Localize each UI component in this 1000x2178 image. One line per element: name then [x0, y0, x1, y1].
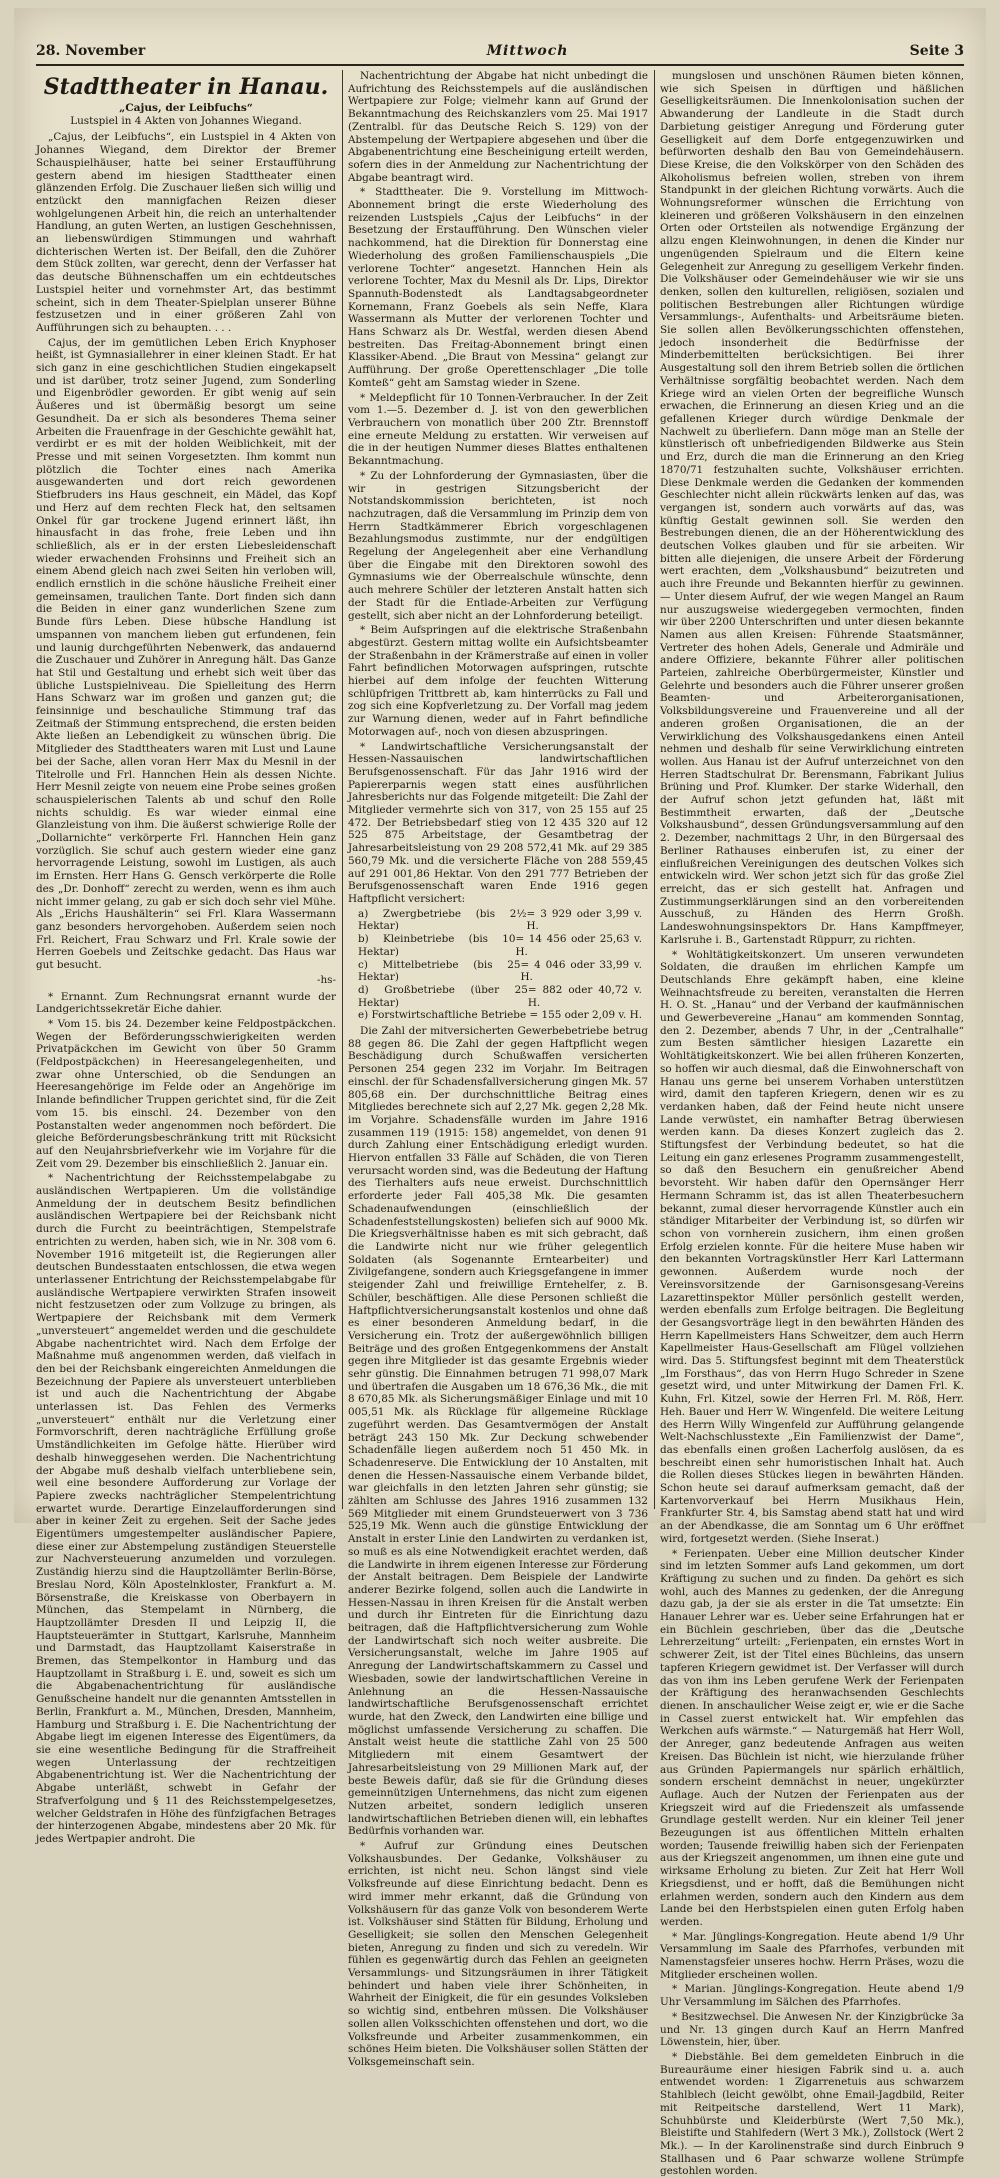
column-3	[660, 70, 964, 2178]
news-item: * Ferienpaten. Ueber eine Million deutscher Kinder sind im letzten Sommer aufs Land gekommen, um dort Kräftigung zu suchen und zu finden. Da gehört es sich wohl, auch des Mannes zu gedenken, der die Anregung dazu gab, ja der sie als erster in die Tat umsetzte: Ein Hanauer Lehrer war es. Ueber seine Erfahrungen hat er ein Büchlein geschrieben, über das die „Deutsche Lehrerzeitung“ urteilt: „Ferienpaten, ein ernstes Wort in schwerer Zeit, ist der Titel eines Büchleins, das unsern tapferen Kriegern gewidmet ist. Der Verfasser will durch das von ihm ins Leben gerufene Werk der Ferienpaten der Kräftigung des heranwachsenden Geschlechts dienen. In anschaulicher Weise zeigt er, wie er die Sache in Cassel zuerst entwickelt hat. Wir empfehlen das Werkchen aufs wärmste.“ — Naturgemäß hat Herr Woll, der Anreger, ganz bedeutende Anfragen aus weiten Kreisen. Das Büchlein ist nicht, wie hierzulande früher aus Gründen Papiermangels nur spärlich erhältlich, sondern erscheint demnächst in neuer, ungekürzter Auflage. Auch der Nutzen der Ferienpaten aus der Kriegszeit wird auf die Friedenszeit als umfassende Grundlage gestellt werden. Nur ein kleiner Teil jener Bezeugungen ist aus öffentlichen Mitteln erhalten worden; Tausende freiwillig haben sich der Ferienpaten aus der Kriegszeit angenommen, um ihnen eine gute und wirksame Erholung zu bieten. Zur Zeit hat Herr Woll Kriegsdienst, und er hofft, daß die Bemühungen nicht erlahmen werden, sondern auch den Kindern aus dem Lande bei den Herbstspielen einen guten Erfolg haben werden.	[660, 1547, 964, 1928]
column-rule	[342, 70, 343, 1509]
news-item: * Diebstähle. Bei dem gemeldeten Einbruch in die Bureauräume einer hiesigen Fabrik sind u. a. auch entwendet worden: 1 Zigarrenetuis aus schwarzem Stahlblech (leicht gewölbt, ohne Email-Jagdbild, Reiter mit Reitpeitsche darstellend, Wert 11 Mark), Schuhbürste und Kleiderbürste (Wert 7,50 Mk.), Bleistifte und Stahlfedern (Wert 3 Mk.), Zollstock (Wert 2 Mk.). — In der Karolinenstraße sind durch Einbruch 9 Stallhasen und 6 Paar schwarze wollene Strümpfe gestohlen worden.	[660, 2050, 964, 2178]
article-subtitle: „Cajus, der Leibfuchs“	[119, 102, 253, 114]
article-byline: Lustspiel in 4 Akten von Johannes Wiegand.	[70, 114, 302, 127]
news-item: Die Zahl der mitversicherten Gewerbebetriebe betrug 88 gegen 86. Die Zahl der gegen Haftpflicht wegen Beschädigung durch Schußwaffen versicherten Personen 254 gegen 232 im Vorjahr. Im Beitragen einschl. der für Schadensfallversicherung gingen Mk. 57 805,68 ein. Der durchschnittliche Beitrag eines Mitgliedes berechnete sich auf 2,27 Mk. gegen 2,28 Mk. im Vorjahre. Schadensfälle wurden im Jahre 1916 zusammen 119 (1915: 158) angemeldet, von denen 91 durch Zahlung einer Entschädigung erledigt wurden. Hiervon entfallen 33 Fälle auf Schäden, die von Tieren verursacht worden sind, was die Bedeutung der Haftung des Tierhalters aufs neue erweist. Durchschnittlich erforderte jeder Fall 405,38 Mk. Die gesamten Schadenaufwendungen (einschließlich der Schadenfeststellungskosten) beliefen sich auf 9000 Mk. Die Kriegsverhältnisse haben es mit sich gebracht, daß die Landwirte nicht nur wie früher gelegentlich Soldaten (als Sogenannte Erntearbeiter) und Zivilgefangene, sondern auch Kriegsgefangene in immer steigender Zahl und freiwillige Erntehelfer, z. B. Schüler, beschäftigen. Alle diese Personen schließt die Haftpflichtversicherungsanstalt kostenlos und ohne daß es einer besonderen Anmeldung bedarf, in die Versicherung ein. Trotz der außergewöhnlich billigen Beiträge und des großen Entgegenkommens der Anstalt gegen ihre Mitglieder ist das gesamte Ergebnis wieder sehr günstig. Die Einnahmen betrugen 71 998,07 Mark und übertrafen die Ausgaben um 18 676,36 Mk., die mit 8 670,85 Mk. als Sicherungsmäßiger Einlage und mit 10 005,51 Mk. als Rücklage für allgemeine Rücklage zugeführt werden. Das Gesamtvermögen der Anstalt beträgt 243 150 Mk. Zur Deckung schwebender Schadenfälle liegen außerdem noch 51 450 Mk. in Schadenreserve. Die Entwicklung der 10 Anstalten, mit denen die Hessen-Nassauische einem Verbande bildet, war gleichfalls in den letzten Jahren sehr günstig; sie zählten am Schlusse des Jahres 1916 zusammen 132 569 Mitglieder mit einem Grundsteuerwert von 3 736 525,19 Mk. Wenn auch die günstige Entwicklung der Anstalt in erster Linie den Landwirten zu verdanken ist, so muß es als eine Notwendigkeit erachtet werden, daß die Landwirte in ihrem eigenen Interesse zur Förderung der Anstalt beitragen. Dem Beispiele der Landwirte anderer Bezirke folgend, sollen auch die Landwirte in Hessen-Nassau in ihren Kreisen für die Anstalt werben und durch ihr Eintreten für die Einrichtung dazu beitragen, daß die Haftpflichtversicherung zum Wohle der Landwirtschaft sich noch weiter ausbreite. Die Versicherungsanstalt, welche im Jahre 1905 auf Anregung der Landwirtschaftskammern zu Cassel und Wiesbaden, sowie der landwirtschaftlichen Vereine in Anlehnung an die Hessen-Nassauische landwirtschaftliche Berufsgenossenschaft errichtet wurde, hat den Zweck, den Landwirten eine billige und möglichst umfassende Versicherung zu schaffen. Die Anstalt weist heute die stattliche Zahl von 25 500 Mitgliedern mit einem Gesamtwert der Jahresarbeitsleistung von 29 Millionen Mark auf, der beste Beweis dafür, daß sie für die Gründung dieses gemeinnützigen Unternehmens, das nicht zum eigenen Nutzen arbeitet, sondern lediglich unseren landwirtschaftlichen Betrieben dienen will, ein lebhaftes Bedürfnis vorhanden war.	[348, 1025, 649, 1838]
article-paragraph: Cajus, der im gemütlichen Leben Erich Knyphoser heißt, ist Gymnasiallehrer in einer kleinen Stadt. Er hat sich ganz in eine geschichtlichen Studien eingekapselt und ist darüber, trotz seiner Jugend, zum Sonderling und Eigenbrödler geworden. Er gibt wenig auf sein Äußeres und ist übermäßig besorgt um seine Gesundheit. Da er sich als besonderes Thema seiner Arbeiten die Frauenfrage in der Geschichte gewählt hat, verdirbt er es mit der holden Weiblichkeit, mit der Presse und mit seinen Vorgesetzten. Ihm kommt nun plötzlich die Tochter eines nach Amerika ausgewanderten und dort reich gewordenen Stiefbruders ins Haus geschneit, ein Mädel, das Kopf und Herz auf dem rechten Fleck hat, den seltsamen Onkel für gar trockene Jugend erinnert läßt, ihn hinausfacht in das frohe, freie Leben und ihn schließlich, als er in der ersten Liebesleidenschaft wieder erwachenden Frohsinns und Freiheit sich an einem Abend gleich nach zwei Seiten hin verloben will, endlich ernstlich in die schöne häusliche Freiheit einer gemeinsamen, traulichen Tante. Dort finden sich dann die Beiden in einer ganz wunderlichen Szene zum Bunde fürs Leben. Diese hübsche Handlung ist umspannen von manchem lieben gut erfundenen, fein und launig durchgeführten Nebenwerk, das andauernd die Zuschauer und Zuhörer in Anregung hält. Das Ganze hat Stil und Gestaltung und erhebt sich weit über das übliche Lustspielniveau. Die Spielleitung des Herrn Hans Schwarz war im großen und ganzen gut; die feinsinnige und beschauliche Stimmung traf das Zeitmaß der Stimmung entsprechend, die ersten beiden Akte ließen an Lebendigkeit zu wünschen übrig. Die Mitglieder des Stadttheaters waren mit Lust und Laune bei der Sache, allen voran Herr Max du Mesnil in der Titelrolle und Frl. Hannchen Hein als dessen Nichte. Herr Mesnil zeigte von neuem eine Probe seines großen schauspielerischen Talents ab und schuf den Rolle nichts schuldig. Es war wieder einmal eine Glanzleistung von ihm. Die äußerst schwierige Rolle der „Dollarnichte“ verkörperte Frl. Hannchen Hein ganz vorzüglich. Sie schuf auch gestern wieder eine ganz hervorragende Leistung, sowohl im Lustigen, als auch im Ernsten. Herr Hans G. Gensch verkörperte die Rolle des „Dr. Donhoff“ zerecht zu werden, wenn es ihm auch nicht immer gelang, zu gab er sich doch sehr viel Mühe. Als „Erichs Haushälterin“ sei Frl. Klara Wassermann ganz besonders hervorgehoben. Außerdem seien noch Frl. Reichert, Frau Schwarz und Frl. Krale sowie der Herren Goebels und Zeitschke gedacht. Das Haus war gut besucht.	[36, 336, 336, 972]
table-value: = 14 456 oder 25,63 v. H.	[515, 933, 642, 958]
news-item: * Aufruf zur Gründung eines Deutschen Volkshausbundes. Der Gedanke, Volkshäuser zu errichten, ist nicht neu. Schon längst sind viele Volksfreunde auf diese Einrichtung bedacht. Denn es wird immer mehr erkannt, daß die Gründung von Volkshäusern für das ganze Volk von besonderem Werte ist. Volkshäuser sind Stätten für Bildung, Erholung und Geselligkeit; sie sollen den Menschen Gelegenheit bieten, Anregung zu finden und sich zu veredeln. Wir fühlen es gegenwärtig durch das Fehlen an geeigneten Versammlungs- und Sitzungsräumen in ihrer Tätigkeit behindert und haben viele ihrer Schönheiten, in Wahrheit der Einigkeit, die für ein gesundes Volksleben so wichtig sind, entbehren müssen. Die Volkshäuser sollen allen Volksschichten offenstehen und dort, wo die Volksfreunde und Arbeiter zusammenkommen, ein schönes Heim bieten. Die Volkshäuser sollen Stätten der Volksgemeinschaft sein.	[348, 1840, 648, 2068]
news-item: * Wohltätigkeitskonzert. Um unseren verwundeten Soldaten, die draußen im ehrlichen Kampfe um Deutschlands Ehre gekämpft haben, eine kleine Weihnachtsfreude zu bereiten, veranstalten die Herren H. O. St. „Hanau“ und der Verband der kaufmännischen und Gewerbevereine „Hanau“ am kommenden Sonntag, den 2. Dezember, abends 7 Uhr, in der „Centralhalle“ zum Besten sämtlicher hiesigen Lazarette ein Wohltätigkeitskonzert. Wie bei allen früheren Konzerten, so hoffen wir auch diesmal, daß die Einwohnerschaft von Hanau uns gerne bei unserem Vorhaben unterstützen wird, damit den tapferen Kriegern, denen wir es zu verdanken haben, daß der Feind heute nicht unsere Lande verwüstet, ein namhafter Betrag überwiesen werden kann. Da dieses Konzert zugleich das 2. Stiftungsfest der Verbindung bedeutet, so hat die Leitung ein ganz erlesenes Programm zusammengestellt, so daß den Besuchern ein genußreicher Abend bevorsteht. Wir haben dafür den Opernsänger Herr Hermann Schramm ist, das ist allen Theaterbesuchern bekannt, zumal dieser hervorragende Künstler auch ein ständiger Mitarbeiter der Verbindung ist, so dürfen wir schon von vornherein zusichern, ihm einen großen Erfolg erzielen konnte. Für die heitere Muse haben wir den bekannten Vortragskünstler Herr Karl Lattermann gewonnen. Außerdem wurde noch der Vereinsvorsitzende der Garnisonsgesang-Vereins Lazarettinspektor Müller persönlich gestellt werden, werden ebenfalls zum Erfolge beitragen. Die Begleitung der Gesangsvorträge liegt in den bewährten Händen des Herrn Kapellmeisters Hans Schweitzer, dem auch Herrn Kapellmeister Haus-Gesellschaft am Flügel vollziehen wird. Das 5. Stiftungsfest beginnt mit dem Theaterstück „Im Forsthaus“, das von Herrn Hugo Schreder in Szene gesetzt wird, und unter Mitwirkung der Damen Frl. K. Kuhn, Frl. Kitzel, sowie der Herren Frl. M. Röß, Herr. Heh. Bauer und Herr W. Wingenfeld. Die weitere Leitung des Herrn Willy Wingenfeld zur Aufführung gelangende Welt-Nachschlusstexte „Ein Familienzwist der Dame“, das ebenfalls einen großen Lacherfolg auslösen, da es beschreibt einen sehr humoristischen Inhalt hat. Auch die Rollen dieses Stückes liegen in bewährten Händen. Schon heute sei darauf aufmerksam gemacht, daß der Kartenvorverkauf bei Herrn Musikhaus Hein, Frankfurter Str. 4, bis Samstag abend statt hat und wird an der Abendkasse, die am Sonntag um 6 Uhr eröffnet wird, fortgesetzt werden. (Siehe Inserat.)	[660, 948, 964, 1545]
table-value: = 4 046 oder 33,99 v. H.	[520, 958, 642, 984]
running-header	[36, 38, 964, 66]
news-item: * Nachentrichtung der Reichsstempelabgabe zu ausländischen Wertpapieren. Um die vollständige Anmeldung der in deutschem Besitz befindlichen ausländischen Wertpapiere bei der Reichsbank nicht durch die Furcht zu beeinträchtigen, Stempelstrafe entrichten zu werden, haben sich, wie in Nr. 308 vom 6. November 1916 mitgeteilt ist, die Regierungen aller deutschen Bundesstaaten entschlossen, die etwa wegen unterlassener Entrichtung der Reichsstempelabgabe für ausländische Wertpapiere verwirkten Strafen insoweit nicht festzusetzen oder zum Vollzuge zu bringen, als Wertpapiere der Reichsbank mit dem Vermerk „unversteuert“ angemeldet werden und die geschuldete Abgabe nachentrichtet wird. Nach dem Erfolge der Maßnahme muß angenommen werden, daß vielfach in den bei der Reichsbank eingereichten Anmeldungen die Bezeichnung der Papiere als unversteuert unterblieben ist und auch die Nachentrichtung der Abgabe unterlassen ist. Das Fehlen des Vermerks „unversteuert“ enthält nur die Verletzung einer Formvorschrift, deren nachträgliche Erfüllung große Umständlichkeiten im Gefolge hätte. Hierüber wird deshalb hinweggesehen werden. Die Nachentrichtung der Abgabe muß deshalb vielfach unterbliebene sein, weil eine besondere Aufforderung zur Vorlage der Papiere zwecks nachträglicher Stempelentrichtung erwartet wurde. Derartige Einzelaufforderungen sind aber in keiner Zeit zu ergehen. Seit der Sache jedes Eigentümers umgestempelter ausländischer Papiere, diese einer zur Abstempelung zuständigen Steuerstelle zur Nachversteuerung anzumelden und vorzulegen. Zuständig hierzu sind die Hauptzollämter Berlin-Börse, Breslau Nord, Köln Apostelnkloster, Frankfurt a. M. Börsenstraße, die Kreiskasse von Oberbayern in München, das Stempelamt in Nürnberg, die Hauptzollämter Dresden II und Leipzig II, die Hauptsteuerämter in Stuttgart, Karlsruhe, Mannheim und Darmstadt, das Hauptzollamt Kaiserstraße in Bremen, das Stempelkontor in Hamburg und das Hauptzollamt in Straßburg i. E. und, soweit es sich um die Abgabenachentrichtung für ausländische Genußscheine handelt nur die genannten Amtsstellen in Berlin, Frankfurt a. M., München, Dresden, Mannheim, Hamburg und Straßburg i. E. Die Nachentrichtung der Abgabe liegt im eigenen Interesse des Eigentümers, da sie eine wesentliche Bedingung für die Straffreiheit wegen Unterlassung der rechtzeitigen Abgabenentrichtung ist. Wer die Nachentrichtung der Abgabe unterläßt, schwebt in Gefahr der Strafverfolgung und § 11 des Reichsstempelgesetzes, welcher Geldstrafen in Höhe des fünfzigfachen Betrages der hinterzogenen Abgabe, mindestens aber 20 Mk. für jedes Wertpapier androht. Die	[36, 1172, 336, 1845]
news-item: * Landwirtschaftliche Versicherungsanstalt der Hessen-Nassauischen landwirtschaftlichen Berufsgenossenschaft. Für das Jahr 1916 wird der Papiererparnis wegen statt eines ausführlichen Jahresberichts nur das Folgende mitgeteilt: Die Zahl der Mitglieder vermehrte sich von 317, von 25 155 auf 25 472. Der Betriebsbedarf stieg von 12 435 320 auf 12 525 875 Arbeitstage, der Gesamtbetrag der Jahresarbeitsleistung von 29 208 572,41 Mk. auf 29 385 560,79 Mk. und die versicherte Fläche von 288 559,45 auf 291 001,86 Hektar. Von den 291 777 Betrieben der Berufsgenossenschaft waren Ende 1916 gegen Haftpflicht versichert:	[348, 740, 648, 905]
table-row	[358, 933, 648, 958]
news-item: mungslosen und unschönen Räumen bieten können, wie sich Speisen in dürftigen und häßlichen Geselligkeitsräumen. Die Innenkolonisation suchen der Abwanderung der Landleute in die Stadt durch Darbietung geistiger Anregung und Förderung guter Geselligkeit auf dem Dorfe entgegenzuwirken und befürworten deshalb den Bau von Gemeindehäusern. Diese Kreise, die den Volkskörper von den Schäden des Alkoholismus befreien wollen, streben von ihrem Standpunkt in der gleichen Richtung vorwärts. Auch die Wohnungsreformer wünschen die Errichtung von kleineren und größeren Volkshäusern in den einzelnen Orten oder Ortsteilen als notwendige Ergänzung der allzu engen Kleinwohnungen, in denen die Kinder nur ungenügenden Spielraum und die Eltern keine Gelegenheit zur Anregung zu geselligem Verkehr finden. Die Volkshäuser oder Gemeindehäuser wie wir sie uns denken, sollen den kulturellen, religiösen, sozialen und politischen Bestrebungen aller Richtungen würdige Versammlungs-, Aufenthalts- und Arbeitsräume bieten. Sie sollen allen Bevölkerungsschichten offenstehen, jedoch insonderheit die Bedürfnisse der Minderbemittelten berücksichtigen. Bei ihrer Ausgestaltung soll den ihrem Betrieb sollen die örtlichen Verhältnisse sorgfältig beobachtet werden. Nach dem Kriege wird an vielen Orten der begreifliche Wunsch erwachen, die Erinnerung an diesen Krieg und an die gefallenen Krieger durch würdige Denkmale der Nachwelt zu überliefern. Dann möge man an Stelle der künstlerisch oft unbefriedigenden Bildwerke aus Stein und Erz, durch die man die Erinnerung an den Krieg 1870/71 festzuhalten suchte, Volkshäuser errichten. Diese Denkmale werden die Gedanken der kommenden Geschlechter nicht allein rückwärts lenken auf das, was vergangen ist, sondern auch vorwärts auf das, was künftig Gestalt gewinnen soll. Sie werden den Bestrebungen dienen, die an der Höherentwicklung des deutschen Volkes glauben und für sie arbeiten. Wir bitten alle diejenigen, die unsere Arbeit der Förderung wert erachten, dem „Volkshausbund“ beizutreten und auch ihre Freunde und Bekannten hierfür zu gewinnen. — Unter diesem Aufruf, der wie wegen Mangel an Raum nur auszugsweise wiedergegeben vermochten, finden wir über 2200 Unterschriften und unter diesen bekannte Namen aus allen Kreisen: Führende Staatsmänner, Vertreter des hohen Adels, Generale und Admiräle und andere Offiziere, bekannte Führer aller politischen Parteien, zahlreiche Oberbürgermeister, Künstler und Gelehrte und besonders auch die Führer unserer großen Beamten- und Arbeiterorganisationen, Volksbildungsvereine und Frauenvereine und all der anderen großen Organisationen, die an der Verwirklichung des Volkshausgedankens einen Anteil nehmen und deshalb für seine Verwirklichung eintreten wollen. Aus Hanau ist der Aufruf unterzeichnet von den Herren Stadtschulrat Dr. Berensmann, Fabrikant Julius Brüning und Prof. Klumker. Der starke Widerhall, den der Aufruf schon jetzt gefunden hat, läßt mit Bestimmtheit erwarten, daß der „Deutsche Volkshausbund“, dessen Gründungsversammlung auf den 2. Dezember, nachmittags 2 Uhr, in den Bürgersaal des Berliner Rathauses einberufen ist, zu einer der einflußreichen Vereinigungen des deutschen Volkes sich entwickeln wird. Wer schon jetzt sich für das große Ziel erreicht, das er sich gestellt hat. Anfragen und Zustimmungserklärungen sind an den vorbereitenden Ausschuß, zu Händen des Herrn Großh. Landeswohnungsinspektors Dr. Hans Kampffmeyer, Karlsruhe i. B., Gartenstadt Rüppurr, zu richten.	[660, 70, 964, 946]
table-value: = 882 oder 40,72 v. H.	[527, 983, 642, 1009]
news-item: Nachentrichtung der Abgabe hat nicht unbedingt die Aufrichtung des Reichsstempels auf die ausländischen Wertpapiere zur Folge; vielmehr kann auf Grund der Bekanntmachung des Reichskanzlers vom 25. Mai 1917 (Zentralbl. für das Deutsche Reich S. 129) von der Abstempelung der Wertpapiere abgesehen und über die Abgabenentrichtung eine Bescheinigung erteilt werden, sofern dies in der Anmeldung zur Nachentrichtung der Abgabe beantragt wird.	[348, 70, 648, 184]
header-page-number: Seite 3	[909, 43, 964, 59]
article-title: Stadttheater in Hanau.	[43, 74, 329, 100]
news-item: * Vom 15. bis 24. Dezember keine Feldpostpäckchen. Wegen der Beförderungsschwierigkeiten werden Privatpäckchen im Gewicht von über 50 Gramm (Feldpostpäckchen) in Heeresangelegenheiten, und zwar ohne Unterschied, ob die Sendungen an Heeresangehörige im Felde oder an Angehörige im Inlande befindlicher Truppen gerichtet sind, für die Zeit vom 15. bis einschl. 24. Dezember von den Postanstalten weder angenommen noch befördert. Die gleiche Beförderungsbeschränkung tritt mit Rücksicht auf den Neujahrsbriefverkehr wie im Vorjahre für die Zeit vom 29. Dezember bis einschließlich 2. Januar ein.	[36, 1017, 336, 1170]
news-item: * Beim Aufspringen auf die elektrische Straßenbahn abgestürzt. Gestern mittag wollte ein Aufsichtsbeamter der Straßenbahn in der Krämerstraße auf einen in voller Fahrt befindlichen Motorwagen aufspringen, rutschte hierbei auf dem infolge der feuchten Witterung schlüpfrigen Trittbrett ab, kam hinterrücks zu Fall und zog sich eine Kopfverletzung zu. Der Vorfall mag jedem zur Warnung dienen, weder auf in Fahrt befindliche Motorwagen auf-, noch von diesen abzuspringen.	[348, 624, 648, 738]
newspaper-page	[14, 8, 986, 2178]
table-value: = 3 929 oder 3,99 v. H.	[526, 907, 642, 933]
table-value: = 155 oder 2,09 v. H.	[529, 1009, 642, 1022]
column-rule	[654, 70, 655, 1509]
table-label: d) Großbetriebe (über 25 Hektar)	[358, 983, 528, 1009]
table-row	[358, 908, 648, 933]
news-item: * Marian. Jünglings-Kongregation. Heute abend 1/9 Uhr Versammlung im Sälchen des Pfarrhofes.	[660, 1983, 964, 2009]
news-item: * Mar. Jünglings-Kongregation. Heute abend 1/9 Uhr Versammlung im Saale des Pfarrhofes, verbunden mit Namenstagsfeier unseres hochw. Herrn Präses, wozu die Mitglieder erscheinen wollen.	[660, 1930, 964, 1981]
column-1	[36, 70, 336, 1845]
news-item: * Stadttheater. Die 9. Vorstellung im Mittwoch-Abonnement bringt die erste Wiederholung des reizenden Lustspiels „Cajus der Leibfuchs“ in der Besetzung der Erstaufführung. Den Wünschen vieler nachkommend, hat die Direktion für Donnerstag eine Wiederholung des großen Familienschauspiels „Die verlorene Tochter“ angesetzt. Hannchen Hein als verlorene Tochter, Max du Mesnil als Dr. Lips, Direktor Spannuth-Bodenstedt als Landtagsabgeordneter Kornemann, Franz Goebels als sein Neffe, Klara Wassermann als Mutter der verlorenen Tochter und Hans Schwarz als Dr. Westfal, werden diesen Abend bestreiten. Das Freitag-Abonnement bringt einen Klassiker-Abend. „Die Braut von Messina“ gelangt zur Aufführung. Der große Operettenschlager „Die tolle Komteß“ geht am Samstag wieder in Szene.	[348, 186, 648, 389]
header-day: Mittwoch	[486, 43, 569, 59]
table-row	[358, 1009, 648, 1022]
table-label: b) Kleinbetriebe (bis 10 Hektar)	[358, 933, 516, 958]
column-2	[348, 70, 649, 2068]
news-item: * Besitzwechsel. Die Anwesen Nr. der Kinzigbrücke 3a und Nr. 13 gingen durch Kauf an Herrn Manfred Löwenstein, hier, über.	[660, 2010, 964, 2049]
news-item: * Zu der Lohnforderung der Gymnasiasten, über die wir in gestrigen Sitzungsbericht der Notstandskommission berichteten, ist noch nachzutragen, daß die Versammlung im Prinzip dem von Herrn Stadtkämmerer Ebrich vorgeschlagenen Bezahlungsmodus zustimmte, nur der endgültigen Regelung der Angelegenheit aber eine Verhandlung über die Eingabe mit den Direktoren sowohl des Gymnasiums wie der Oberrealschule wünschte, denn auch mehrere Schüler der letzteren Anstalt hatten sich der Stadt für die Entlade-Arbeiten zur Verfügung gestellt, sich aber nicht an der Lohnforderung beteiligt.	[348, 469, 648, 622]
table-label: a) Zwergbetriebe (bis 2½ Hektar)	[358, 907, 527, 933]
table-label: c) Mittelbetriebe (bis 25 Hektar)	[358, 958, 521, 984]
header-date: 28. November	[36, 43, 146, 59]
statistics-table	[358, 908, 648, 1022]
news-item: * Meldepflicht für 10 Tonnen-Verbraucher. In der Zeit vom 1.—5. Dezember d. J. ist von den gewerblichen Verbrauchern von monatlich über 200 Ztr. Brennstoff eine erneute Meldung zu erstatten. Wir verweisen auf die in der heutigen Nummer dieses Blattes enthaltenen Bekanntmachung.	[348, 391, 648, 468]
table-label: e) Forstwirtschaftliche Betriebe	[358, 1009, 527, 1022]
article-signature: -hs-	[316, 973, 336, 986]
article-paragraph: „Cajus, der Leibfuchs“, ein Lustspiel in 4 Akten von Johannes Wiegand, dem Direktor der Bremer Schauspielhäuser, hatte bei seiner Erstaufführung gestern abend im hiesigen Stadttheater einen glänzenden Erfolg. Die Zuschauer ließen sich willig und entzückt den mannigfachen Reizen dieser wohlgelungenen Arbeit hin, die reich an unterhaltender Handlung, an guten Werten, an lustigen Geschehnissen, an liebenswürdigen Stimmungen und wahrhaft dichterischen Werten ist. Der Beifall, den die Zuhörer dem Stück zollten, war gerecht, denn der Verfasser hat das deutsche Bühnenschaffen um ein echtdeutsches Lustspiel heiter und vornehmster Art, das bestimmt scheint, sich in dem Theater-Spielplan unserer Bühne festzusetzen und in einer größeren Zahl von Aufführungen sich zu behaupten. . . .	[36, 131, 336, 334]
table-row	[358, 959, 648, 984]
table-row	[358, 984, 648, 1009]
news-item: * Ernannt. Zum Rechnungsrat ernannt wurde der Landgerichtssekretär Eiche dahier.	[36, 990, 336, 1016]
